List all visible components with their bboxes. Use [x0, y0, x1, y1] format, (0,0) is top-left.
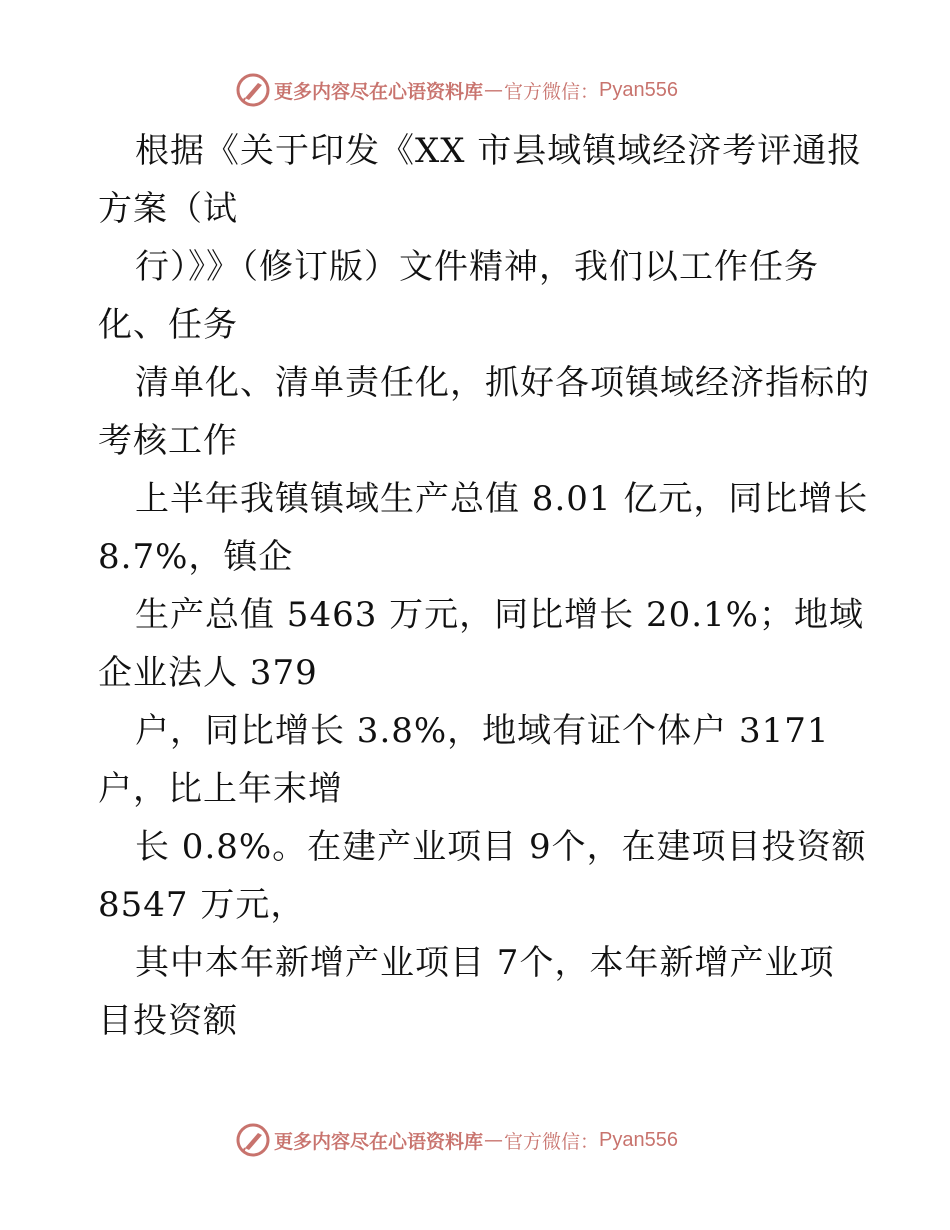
quill-logo-icon: [236, 73, 270, 107]
text-line: 行）》》（修订版）文件精神，我们以工作任务: [135, 247, 819, 287]
text-line: 上半年我镇镇域生产总值 8.01 亿元，同比增长: [135, 479, 869, 519]
text-line: 企业法人 379: [98, 653, 318, 693]
text-line: 8.7%，镇企: [98, 537, 294, 577]
text-line: 方案（试: [98, 189, 238, 229]
banner-dash: —: [484, 1129, 504, 1151]
text-line: 目投资额: [98, 1001, 238, 1041]
text-line: 生产总值 5463 万元，同比增长 20.1%；地域: [135, 595, 864, 635]
text-line: 户，同比增长 3.8%，地域有证个体户 3171: [135, 711, 830, 751]
banner-wechat-label: 官方微信：: [504, 1130, 600, 1153]
text-line: 考核工作: [98, 421, 238, 461]
footer-banner: [236, 1122, 678, 1158]
banner-dash: —: [484, 79, 504, 101]
text-line: 清单化、清单责任化，抓好各项镇域经济指标的: [135, 363, 870, 403]
banner-wechat-id: Pyan556: [599, 78, 678, 101]
banner-text: 更多内容尽在心语资料库: [274, 80, 484, 103]
banner-wechat-id: Pyan556: [599, 1128, 678, 1151]
quill-logo-icon: [236, 1123, 270, 1157]
text-line: 8547 万元，: [98, 885, 306, 925]
text-line: 长 0.8%。在建产业项目 9个，在建项目投资额: [135, 827, 867, 867]
document-body: [98, 122, 888, 1050]
banner-text: 更多内容尽在心语资料库: [274, 1130, 484, 1153]
text-line: 其中本年新增产业项目 7个，本年新增产业项: [135, 943, 835, 983]
header-banner: [236, 72, 678, 108]
text-line: 根据《关于印发《XX 市县域镇域经济考评通报: [135, 131, 863, 171]
text-line: 化、任务: [98, 305, 238, 345]
banner-wechat-label: 官方微信：: [504, 80, 600, 103]
text-line: 户，比上年末增: [98, 769, 343, 809]
